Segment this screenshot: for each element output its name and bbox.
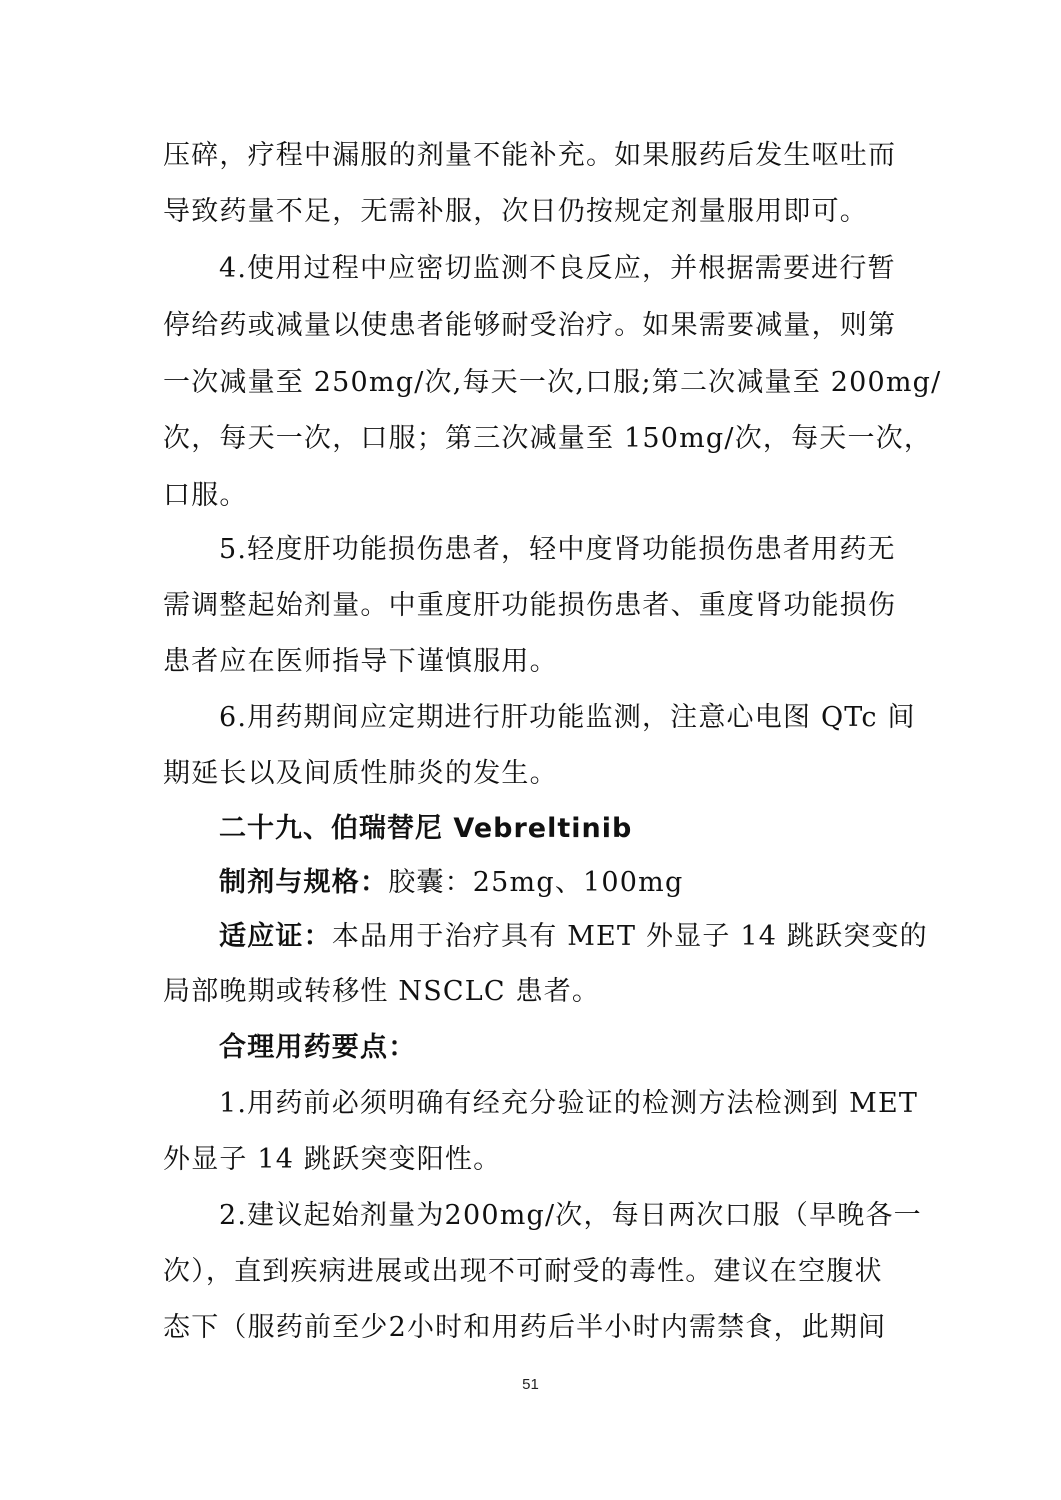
drug-heading: 二十九、伯瑞替尼 Vebreltinib [219,813,633,844]
formulation-line [219,866,903,902]
body-text-line: 导致药量不足，无需补服，次日仍按规定剂量服用即可。 [163,196,868,227]
formulation-text: 胶囊：25mg、100mg [388,867,684,898]
key-point-line: 1.用药前必须明确有经充分验证的检测方法检测到 MET [219,1088,919,1119]
formulation-label: 制剂与规格： [219,867,389,898]
body-text-line: 口服。 [163,480,248,511]
indication-line [219,920,928,956]
body-text-line: 停给药或减量以使患者能够耐受治疗。如果需要减量，则第 [163,310,897,341]
page-number: 51 [522,1376,539,1393]
body-text-line: 期延长以及间质性肺炎的发生。 [163,758,558,789]
body-text-line: 次，每天一次，口服；第三次减量至 150mg/次，每天一次， [163,423,933,454]
indication-text: 本品用于治疗具有 MET 外显子 14 跳跃突变的 [331,921,928,952]
key-point-line: 外显子 14 跳跃突变阳性。 [163,1144,502,1175]
body-text-line: 4.使用过程中应密切监测不良反应，并根据需要进行暂 [219,253,896,284]
key-point-line: 2.建议起始剂量为200mg/次，每日两次口服（早晚各一 [219,1200,922,1231]
key-point-line: 次），直到疾病进展或出现不可耐受的毒性。建议在空腹状 [163,1256,883,1287]
key-point-line: 态下（服药前至少2小时和用药后半小时内需禁食，此期间 [163,1312,887,1343]
key-points-heading: 合理用药要点： [219,1032,417,1063]
indication-label: 适应证： [219,921,332,952]
body-text-line: 患者应在医师指导下谨慎服用。 [163,646,558,677]
body-text-line: 一次减量至 250mg/次,每天一次,口服;第二次减量至 200mg/ [163,367,942,398]
body-text-line: 6.用药期间应定期进行肝功能监测，注意心电图 QTc 间 [219,702,916,733]
body-text-line: 需调整起始剂量。中重度肝功能损伤患者、重度肾功能损伤 [163,590,897,621]
indication-text-continued: 局部晚期或转移性 NSCLC 患者。 [163,976,601,1007]
body-text-line: 5.轻度肝功能损伤患者，轻中度肾功能损伤患者用药无 [219,534,896,565]
body-text-line: 压碎，疗程中漏服的剂量不能补充。如果服药后发生呕吐而 [163,140,897,171]
